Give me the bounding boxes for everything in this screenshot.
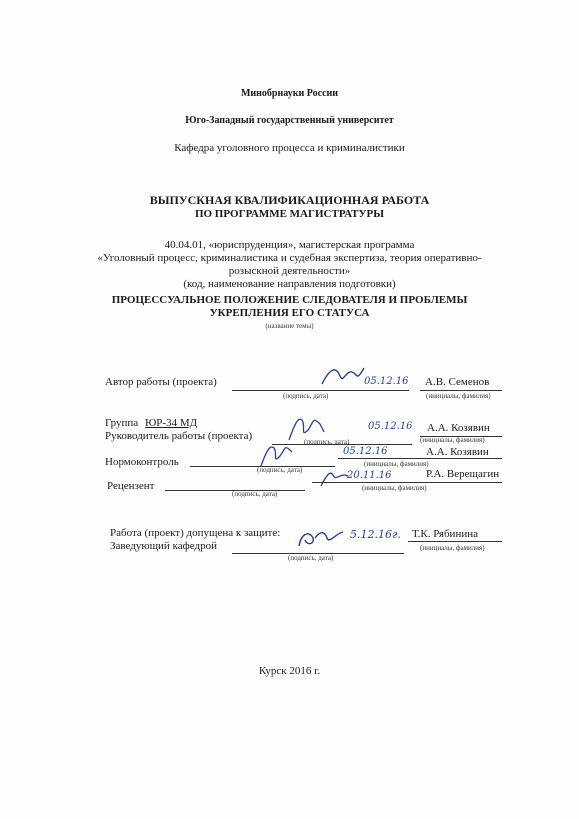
normcontrol-name-caption: (инициалы, фамилия): [364, 460, 429, 468]
supervisor-name-caption: (инициалы, фамилия): [420, 436, 485, 444]
head-date: 5.12.16г.: [350, 528, 402, 541]
author-date: 05.12.16: [364, 376, 409, 387]
head-name-caption: (инициалы, фамилия): [420, 544, 485, 552]
normcontrol-name: А.А. Козявин: [426, 446, 489, 458]
reviewer-name-caption: (инициалы, фамилия): [362, 484, 427, 492]
program-line3: розыскной деятельности»: [228, 265, 351, 277]
topic-caption: (название темы): [265, 322, 314, 330]
reviewer-sign-caption: (подпись, дата): [232, 490, 278, 498]
admission-label: Работа (проект) допущена к защите:: [110, 527, 281, 539]
supervisor-date: 05.12.16: [368, 421, 413, 432]
supervisor-name: А.А. Козявин: [427, 422, 490, 434]
program-line2: «Уголовный процесс, криминалистика и судебная экспертиза, теория оперативно-: [97, 252, 482, 264]
reviewer-date: 20.11.16: [347, 470, 392, 481]
work-title-line1: ВЫПУСКНАЯ КВАЛИФИКАЦИОННАЯ РАБОТА: [149, 193, 430, 207]
reviewer-name: Р.А. Верещагин: [426, 468, 500, 480]
program-caption: (код, наименование направления подготовки): [183, 278, 396, 290]
head-name: Т.К. Рябинина: [412, 528, 478, 540]
author-label: Автор работы (проекта): [105, 376, 217, 388]
supervisor-sign-caption: (подпись, дата): [304, 438, 350, 446]
normcontrol-date: 05.12.16: [343, 446, 388, 457]
topic-line2: УКРЕПЛЕНИЯ ЕГО СТАТУСА: [209, 307, 370, 319]
author-signature: [318, 362, 368, 390]
author-name-caption: (инициалы, фамилия): [426, 392, 491, 400]
normcontrol-sign-caption: (подпись, дата): [257, 466, 303, 474]
group-label: Группа: [105, 417, 139, 429]
head-signature: [295, 524, 347, 552]
city-year: Курск 2016 г.: [258, 665, 321, 677]
supervisor-label: Руководитель работы (проекта): [105, 430, 253, 442]
program-line1: 40.04.01, «юриспруденция», магистерская программа: [164, 239, 415, 251]
group-value: ЮР-34 МД: [145, 417, 198, 429]
author-name: А.В. Семенов: [425, 376, 490, 388]
author-name-line: [420, 390, 502, 391]
normcontrol-name-line: [338, 458, 502, 459]
author-sign-line: [232, 390, 409, 391]
head-name-line: [408, 541, 502, 542]
reviewer-label: Рецензент: [107, 480, 155, 492]
university-name: Юго-Западный государственный университет: [185, 115, 394, 126]
ministry-name: Минобрнауки России: [240, 88, 339, 99]
department-name: Кафедра уголовного процесса и криминалистики: [174, 142, 405, 154]
reviewer-name-line: [312, 482, 502, 483]
topic-line1: ПРОЦЕССУАЛЬНОЕ ПОЛОЖЕНИЕ СЛЕДОВАТЕЛЯ И ПРОБЛЕМЫ: [111, 294, 468, 306]
head-label: Заведующий кафедрой: [110, 540, 217, 552]
author-sign-caption: (подпись, дата): [283, 392, 329, 400]
work-title-line2: ПО ПРОГРАММЕ МАГИСТРАТУРЫ: [194, 208, 385, 220]
normcontrol-label: Нормоконтроль: [105, 456, 179, 468]
head-sign-caption: (подпись, дата): [288, 554, 334, 562]
